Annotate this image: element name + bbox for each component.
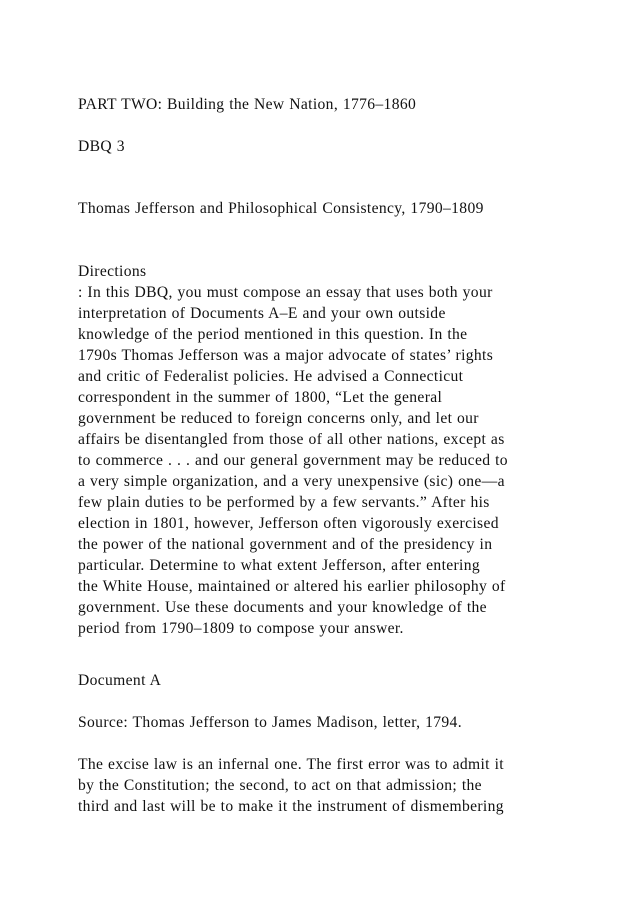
document-a-heading: Document A	[78, 672, 162, 689]
directions-line: correspondent in the summer of 1800, “Let the general	[78, 389, 443, 406]
directions-line: government be reduced to foreign concerns only, and let our	[78, 410, 479, 427]
directions-line: government. Use these documents and your knowledge of the	[78, 599, 487, 616]
directions-line: 1790s Thomas Jefferson was a major advocate of states’ rights	[78, 347, 494, 364]
directions-line: few plain duties to be performed by a few servants.” After his	[78, 494, 490, 511]
directions-line: the power of the national government and of the presidency in	[78, 536, 493, 553]
directions-line: a very simple organization, and a very unexpensive (sic) one—a	[78, 473, 505, 490]
directions-line: election in 1801, however, Jefferson often vigorously exercised	[78, 515, 499, 532]
directions-line: interpretation of Documents A–E and your own outside	[78, 305, 446, 322]
excerpt-line: The excise law is an infernal one. The first error was to admit it	[78, 756, 504, 773]
dbq-label: DBQ 3	[78, 138, 125, 155]
directions-line: and critic of Federalist policies. He advised a Connecticut	[78, 368, 464, 385]
directions-line: affairs be disentangled from those of all other nations, except as	[78, 431, 505, 448]
excerpt-line: by the Constitution; the second, to act on that admission; the	[78, 777, 482, 794]
directions-line: to commerce . . . and our general government may be reduced to	[78, 452, 508, 469]
directions-line: knowledge of the period mentioned in this question. In the	[78, 326, 468, 343]
document-title: Thomas Jefferson and Philosophical Consistency, 1790–1809	[78, 200, 484, 217]
part-heading: PART TWO: Building the New Nation, 1776–1860	[78, 96, 417, 113]
directions-line: the White House, maintained or altered his earlier philosophy of	[78, 578, 506, 595]
directions-heading: Directions	[78, 263, 147, 280]
directions-line: period from 1790–1809 to compose your answer.	[78, 620, 404, 637]
directions-line: particular. Determine to what extent Jefferson, after entering	[78, 557, 481, 574]
document-a-source: Source: Thomas Jefferson to James Madison, letter, 1794.	[78, 714, 462, 731]
directions-line: : In this DBQ, you must compose an essay that uses both your	[78, 284, 493, 301]
excerpt-line: third and last will be to make it the instrument of dismembering	[78, 798, 504, 815]
